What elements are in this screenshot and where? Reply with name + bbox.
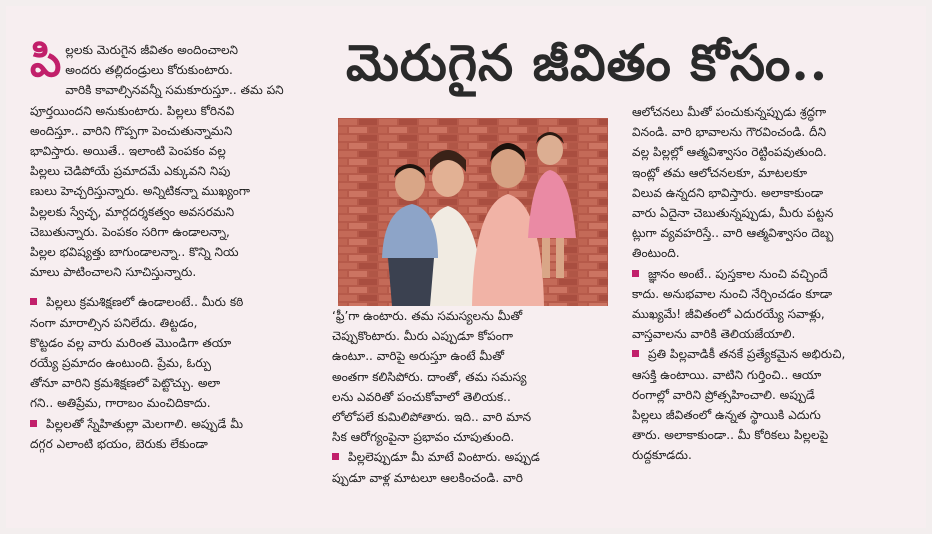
bullet-square-icon: [30, 420, 37, 427]
text-line: పిల్లలు క్రమశిక్షణలో ఉండాలంటే.. మీరు కఠి: [46, 295, 244, 310]
text-line: వాస్తవాలను వారికి తెలియజేయాలి.: [632, 327, 796, 342]
text-line: తింటుంది.: [632, 246, 680, 261]
text-line: మాలు పాటించాలని సూచిస్తున్నారు.: [30, 265, 197, 280]
text-line: చెప్పుకొంటారు. మీరు ఎప్పుడూ కోపంగా: [332, 329, 514, 344]
text-line: వారు ఏదైనా చెబుతున్నప్పుడు, మీరు పట్టన: [632, 206, 834, 221]
text-line: పిల్లలు జీవితంలో ఉన్నత స్థాయికి ఎదుగు: [632, 408, 821, 423]
listening-continued: [632, 102, 914, 264]
text-line: పూర్తయిందని అనుకుంటారు. పిల్లలు కోరినవి: [30, 103, 235, 118]
text-line: ణులు హెచ్చరిస్తున్నారు. అన్నిటికన్నా ముఖ్యంగా: [30, 184, 251, 199]
text-line: రుద్దకూడదు.: [632, 448, 692, 463]
text-line: జ్ఞానం అంటే.. పుస్తకాల నుంచి వచ్చిందే: [648, 266, 828, 281]
text-line: కాదు. అనుభవాల నుంచి నేర్చించడం కూడా: [632, 286, 833, 301]
point-interests: [632, 344, 914, 465]
text-line: పిల్లల భవిష్యత్తు బాగుండాలన్నా.. కొన్ని నియ: [30, 245, 239, 260]
text-line: అందిస్తూ.. వారిని గొప్పగా పెంచుతున్నామని: [30, 123, 233, 138]
text-line: ఆసక్తి ఉంటాయి. వాటిని గుర్తించి.. ఆయా: [632, 367, 822, 382]
text-line: ‘ఫ్రీ’గా ఉంటారు. తమ సమస్యలను మీతో: [332, 309, 523, 323]
text-line: సిక ఆరోగ్యంపైనా ప్రభావం చూపుతుంది.: [332, 430, 515, 445]
text-line: ఆలోచనలు మీతో పంచుకున్నప్పుడు శ్రద్ధగా: [632, 105, 827, 119]
text-line: తారు. అలాకాకుండా.. మీ కోరికలు పిల్లలపై: [632, 428, 829, 443]
text-line: భావిస్తారు. అయితే.. ఇలాంటి పెంపకం వల్ల: [30, 144, 226, 159]
intro-paragraph: [30, 36, 302, 282]
text-line: ఉంటూ.. వారిపై అరుస్తూ ఉంటే మీతో: [332, 349, 505, 364]
text-line: ల్లలకు మెరుగైన జీవితం అందించాలని: [65, 43, 239, 57]
point-discipline: [30, 292, 302, 413]
text-line: ప్పుడూ వాళ్ల మాటలూ ఆలకించండి. వారి: [332, 470, 523, 485]
dropcap-letter: పి: [30, 36, 62, 87]
column-1: [30, 36, 302, 454]
text-line: రంగాల్లో వారిని ప్రోత్సహించాలి. అప్పుడే: [632, 387, 815, 402]
column-2: [332, 306, 610, 488]
text-line: వల్ల పిల్లల్లో ఆత్మవిశ్వాసం రెట్టింపవుతుంది.: [632, 145, 827, 160]
text-line: తోనూ వారిని క్రమశిక్షణలో పెట్టొచ్చు. అలా: [30, 376, 221, 391]
bullet-square-icon: [332, 453, 339, 460]
family-photo: [338, 118, 608, 306]
text-line: వారికి కావాల్సినవన్నీ సమకూరుస్తూ.. తమ పని: [65, 83, 284, 98]
text-line: వినండి. వారి భావాలను గౌరవించండి. దీని: [632, 125, 827, 140]
text-line: రయ్యే ప్రమాదం ఉంటుంది. ప్రేమ, ఓర్పు: [30, 356, 212, 371]
text-line: ముఖ్యమే! జీవితంలో ఎదురయ్యే సవాళ్లు,: [632, 307, 825, 322]
text-line: లోలోపలే కుమిలిపోతారు. ఇది.. వారి మాన: [332, 410, 532, 425]
text-line: పిల్లలు చెడిపోయే ప్రమాదమే ఎక్కువని నిపు: [30, 164, 231, 179]
text-line: ప్రతి పిల్లవాడికీ తనకే ప్రత్యేకమైన అభిరుచి,: [648, 347, 846, 362]
newspaper-clipping: [6, 6, 926, 528]
bullet-square-icon: [30, 298, 37, 305]
bullet-square-icon: [632, 270, 639, 277]
text-line: అందరు తల్లిదండ్రులు కోరుకుంటారు.: [65, 63, 233, 78]
text-line: విలువ ఉన్నదని భావిస్తారు. అలాకాకుండా: [632, 185, 824, 200]
friendship-continued: [332, 306, 610, 447]
text-line: పిల్లలతో స్నేహితుల్లా మెలగాలి. అప్పుడే మీ: [46, 416, 244, 431]
bullet-square-icon: [632, 350, 639, 357]
text-line: దగ్గర ఎలాంటి భయం, బెరుకు లేకుండా: [30, 436, 208, 451]
headline: మెరుగైన జీవితం కోసం..: [346, 33, 829, 92]
text-line: నంగా మారాల్సిన పనిలేదు. తిట్టడం,: [30, 315, 198, 330]
text-line: కొట్టడం వల్ల వారు మరింత మొండిగా తయా: [30, 335, 232, 350]
text-line: అంతగా కలిసిపోరు. దాంతో, తమ సమస్య: [332, 369, 527, 384]
point-listening: [332, 447, 610, 487]
text-line: ట్లుగా వ్యవహరిస్తే.. వారి ఆత్మవిశ్వాసం దెబ్బ: [632, 226, 834, 241]
text-line: పిల్లలకు స్వేచ్ఛ, మార్గదర్శకత్వం అవసరమని: [30, 204, 235, 219]
column-3: [632, 102, 914, 466]
point-knowledge: [632, 264, 914, 345]
text-line: ఇంట్లో తమ ఆలోచనలకూ, మాటలకూ: [632, 165, 808, 180]
text-line: లను ఎవరితో పంచుకోవాలో తెలియక..: [332, 389, 511, 404]
text-line: చెబుతున్నారు. పెంపకం సరిగా ఉండాలన్నా,: [30, 224, 230, 239]
point-friendship: [30, 414, 302, 454]
text-line: గని.. అతిప్రేమ, గారాబం మంచిదికాదు.: [30, 396, 211, 411]
text-line: పిల్లలెప్పుడూ మీ మాటే వింటారు. అప్పుడ: [348, 450, 540, 465]
